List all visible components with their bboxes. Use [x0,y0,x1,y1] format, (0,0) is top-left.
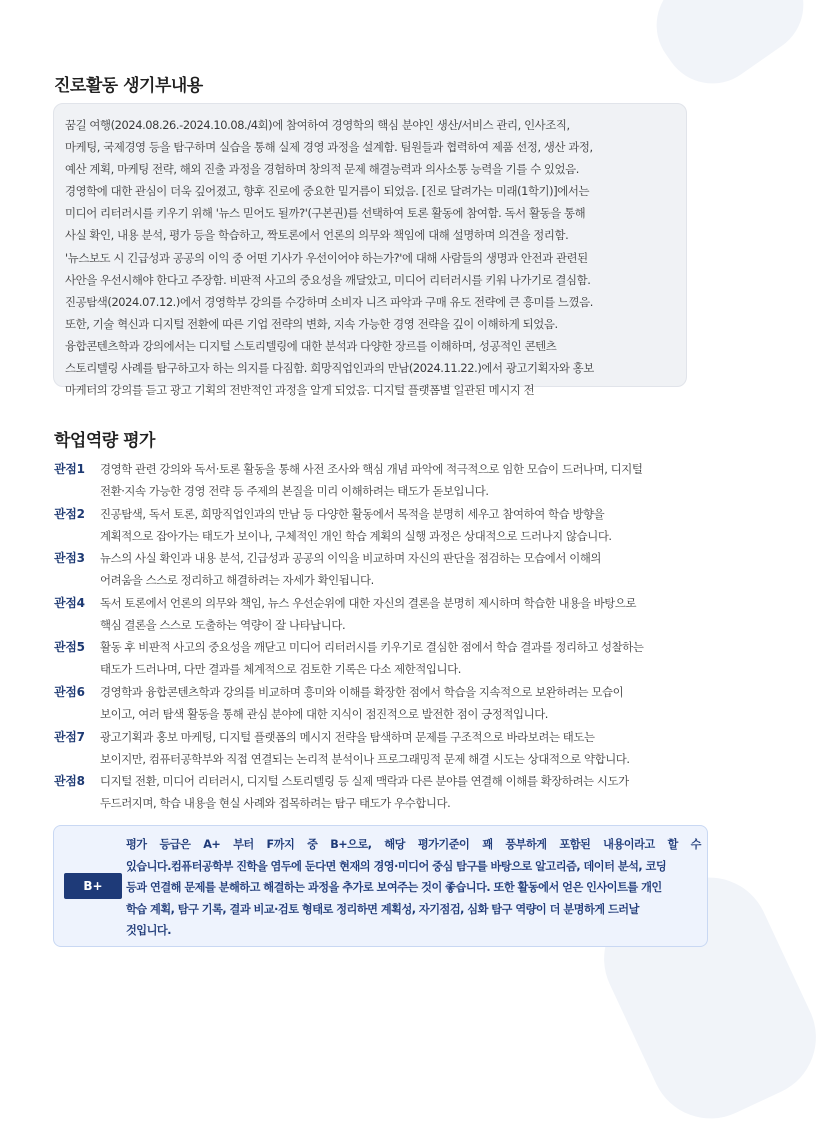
viewpoint-text: 광고기획과 홍보 마케팅, 디지털 플랫폼의 메시지 전략을 탐색하며 문제를 구조적으로 바라보려는 태도는 [100,729,595,744]
viewpoint-text: 뉴스의 사실 확인과 내용 분석, 긴급성과 공공의 이익을 비교하며 자신의 판단을 점검하는 모습에서 이해의 [100,551,602,566]
grade-badge: B+ [64,873,122,899]
grade-summary-box [53,825,708,947]
record-line: 경영학에 대한 관심이 더욱 깊어졌고, 향후 진로에 중요한 밑거름이 되었음. [진로 달려가는 미래(1학기)]에서는 [65,184,590,199]
viewpoint-item [54,636,714,681]
viewpoint-item [54,726,714,771]
record-line: 예산 계획, 마케팅 전략, 해외 진출 과정을 경험하며 창의적 문제 해결능력과 의사소통 능력을 기를 수 있었음. [65,162,579,177]
viewpoint-text: 태도가 드러나며, 다만 결과를 체계적으로 검토한 기록은 다소 제한적입니다. [100,662,461,677]
viewpoint-text: 계획적으로 잡아가는 태도가 보이나, 구체적인 개인 학습 계획의 실행 과정은 상대적으로 드러나지 않습니다. [100,528,612,543]
decorative-shape-top [637,0,823,103]
record-line: 진공탐색(2024.07.12.)에서 경영학부 강의를 수강하며 소비자 니즈 파악과 구매 유도 전략에 큰 흥미를 느꼈음. [65,294,593,309]
viewpoint-label: 관점1 [54,462,85,476]
viewpoint-label: 관점3 [54,551,85,566]
grade-comment-line: 있습니다.컴퓨터공학부 진학을 염두에 둔다면 현재의 경영·미디어 중심 탐구를 바탕으로 알고리즘, 데이터 분석, 코딩 [126,859,667,873]
viewpoint-text: 전환·지속 가능한 경영 전략 등 주제의 본질을 미리 이해하려는 태도가 돋보입니다. [100,484,489,498]
viewpoint-item [54,592,714,637]
record-line: 마케팅, 국제경영 등을 탐구하며 실습을 통해 실제 경영 과정을 설계함. 팀원들과 협력하여 제품 선정, 생산 과정, [65,140,593,155]
viewpoint-label: 관점4 [54,595,85,610]
section-title-career-record: 진로활동 생기부내용 [54,76,203,96]
record-line: 미디어 리터러시를 키우기 위해 '뉴스 믿어도 될까?'(구본권)를 선택하여 토론 활동에 참여함. 독서 활동을 통해 [65,206,586,221]
viewpoint-text: 진공탐색, 독서 토론, 희망직업인과의 만남 등 다양한 활동에서 목적을 분명히 세우고 참여하여 학습 방향을 [100,506,605,521]
viewpoint-text: 어려움을 스스로 정리하고 해결하려는 자세가 확인됩니다. [100,573,374,588]
viewpoint-label: 관점5 [54,640,85,655]
record-line: 스토리텔링 사례를 탐구하고자 하는 의지를 다짐함. 희망직업인과의 만남(2024.11.22.)에서 광고기획자와 홍보 [65,361,594,376]
career-record-box [53,103,687,398]
section-title-academic-evaluation: 학업역량 평가 [54,431,155,451]
record-line: 마케터의 강의를 듣고 광고 기획의 전반적인 과정을 알게 되었음. 디지털 플랫폼별 일관된 메시지 전 [65,383,535,398]
record-line: 융합콘텐츠학과 강의에서는 디지털 스토리텔링에 대한 분석과 다양한 장르를 이해하며, 성공적인 콘텐츠 [65,338,557,353]
viewpoint-item [54,681,714,726]
viewpoint-label: 관점2 [54,506,85,521]
viewpoint-text: 독서 토론에서 언론의 의무와 책임, 뉴스 우선순위에 대한 자신의 결론을 분명히 제시하며 학습한 내용을 바탕으로 [100,595,637,610]
viewpoint-item [54,770,714,815]
record-line: 사안을 우선시해야 한다고 주장함. 비판적 사고의 중요성을 깨달았고, 미디어 리터러시를 키워 나가기로 결심함. [65,272,591,287]
viewpoint-text: 경영학 관련 강의와 독서·토론 활동을 통해 사전 조사와 핵심 개념 파악에 적극적으로 임한 모습이 드러나며, 디지털 [100,462,643,476]
record-line: 또한, 기술 혁신과 디지털 전환에 따른 기업 전략의 변화, 지속 가능한 경영 전략을 깊이 이해하게 되었음. [65,316,558,331]
viewpoint-text: 핵심 결론을 스스로 도출하는 역량이 잘 나타납니다. [100,617,346,632]
viewpoint-label: 관점6 [54,684,85,699]
viewpoint-text: 두드러지며, 학습 내용을 현실 사례와 접목하려는 탐구 태도가 우수합니다. [100,796,451,811]
record-line: '뉴스보도 시 긴급성과 공공의 이익 중 어떤 기사가 우선이어야 하는가?'에 대해 사람들의 생명과 안전과 관련된 [65,250,588,265]
grade-comment-line: 등과 연결해 문제를 분해하고 해결하는 과정을 추가로 보여주는 것이 좋습니다. 또한 활동에서 얻은 인사이트를 개인 [126,881,662,895]
viewpoint-item [54,547,714,592]
grade-comment-line: 것입니다. [126,924,171,938]
viewpoint-label: 관점7 [54,729,85,744]
viewpoint-item [54,458,714,503]
viewpoint-text: 활동 후 비판적 사고의 중요성을 깨닫고 미디어 리터러시를 키우기로 결심한 점에서 학습 결과를 정리하고 성찰하는 [100,640,644,655]
grade-comment-line: 평가 등급은 A+ 부터 F까지 중 B+으로, 해당 평가기준이 꽤 풍부하게 포함된 내용이라고 할 수 [126,838,701,851]
viewpoint-text: 보이지만, 컴퓨터공학부와 직접 연결되는 논리적 분석이나 프로그래밍적 문제 해결 시도는 상대적으로 약합니다. [100,751,630,766]
record-line: 사실 확인, 내용 분석, 평가 등을 학습하고, 짝토론에서 언론의 의무와 책임에 대해 설명하며 의견을 정리함. [65,228,569,243]
grade-comment-line: 학습 계획, 탐구 기록, 결과 비교·검토 형태로 정리하면 계획성, 자기점검, 심화 탐구 역량이 더 분명하게 드러날 [126,902,639,916]
viewpoint-label: 관점8 [54,774,85,789]
record-line: 꿈길 여행(2024.08.26.-2024.10.08./4회)에 참여하여 경영학의 핵심 분야인 생산/서비스 관리, 인사조직, [65,118,570,132]
viewpoint-text: 경영학과 융합콘텐츠학과 강의를 비교하며 흥미와 이해를 확장한 점에서 학습을 지속적으로 보완하려는 모습이 [100,684,624,699]
grade-comment [126,834,701,942]
viewpoint-text: 보이고, 여러 탐색 활동을 통해 관심 분야에 대한 지식이 점진적으로 발전한 점이 긍정적입니다. [100,706,549,721]
viewpoint-item [54,503,714,548]
viewpoint-list [54,458,714,815]
viewpoint-text: 디지털 전환, 미디어 리터러시, 디지털 스토리텔링 등 실제 맥락과 다른 분야를 연결해 이해를 확장하려는 시도가 [100,774,629,789]
